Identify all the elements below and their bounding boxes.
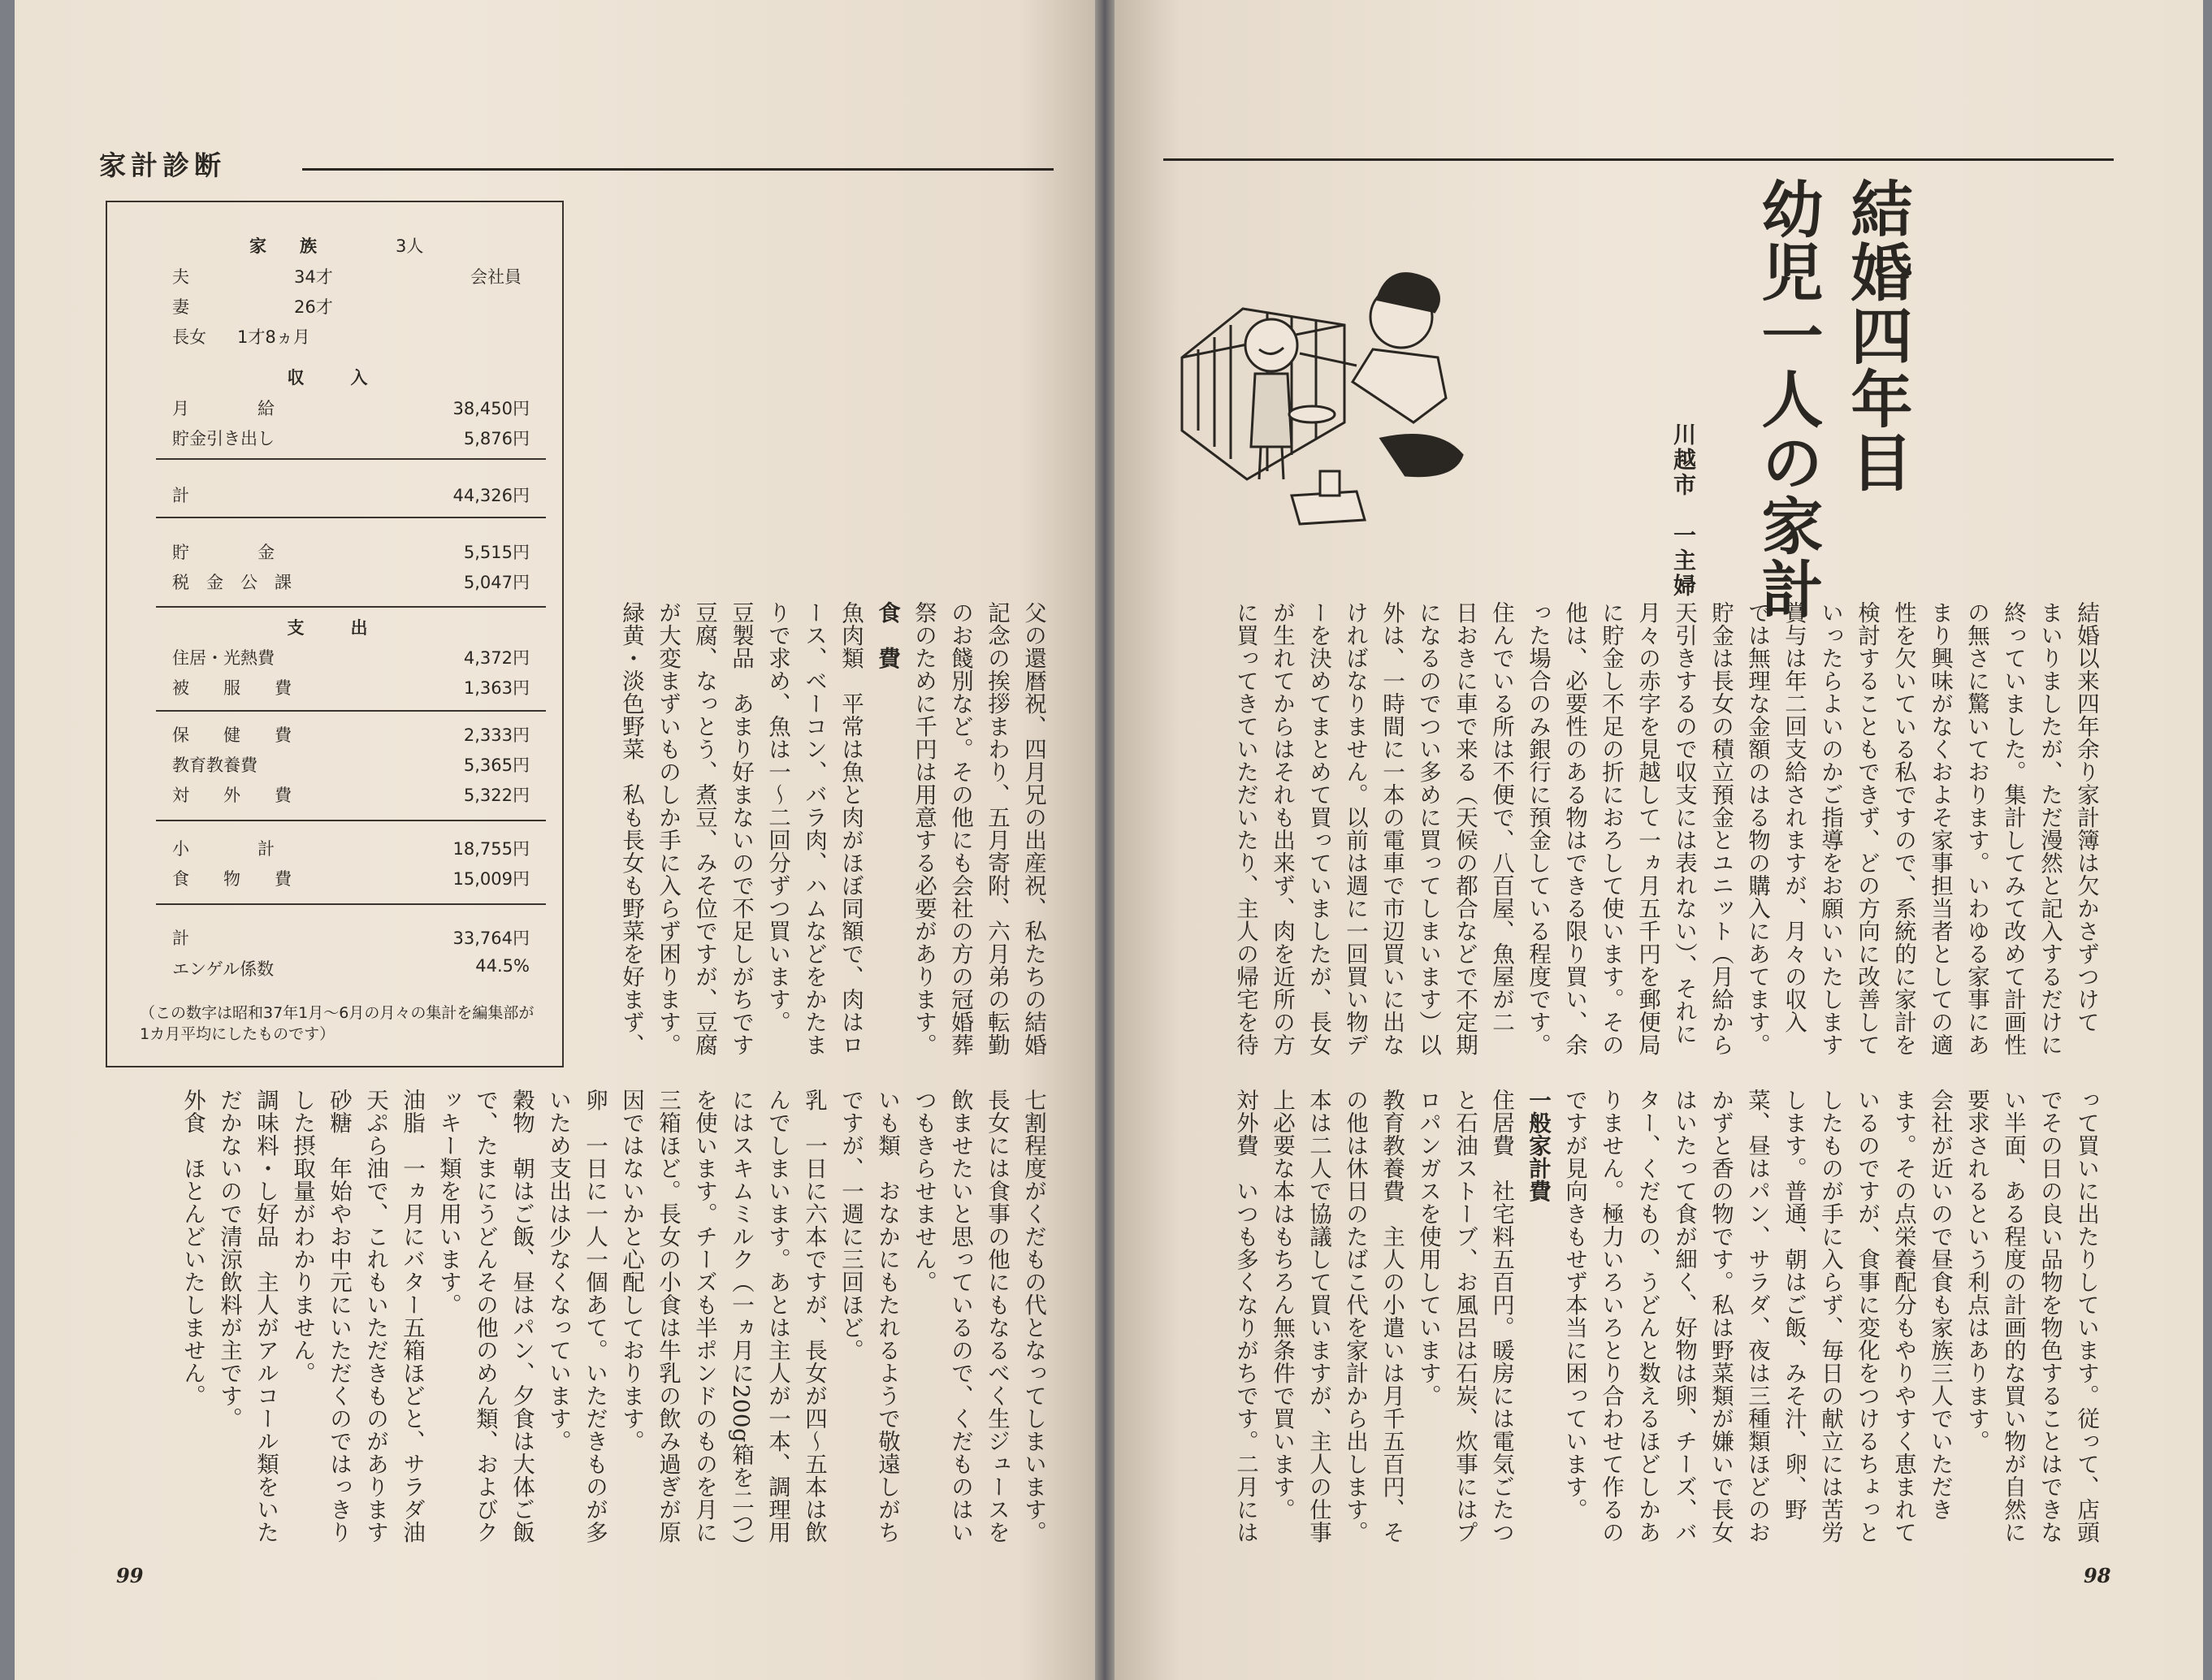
article-author: 川越市 一主婦 xyxy=(1670,422,1697,599)
mother-feeding-child-illustration xyxy=(1170,236,1495,544)
header-rule-left xyxy=(302,168,1054,171)
page-number-left: 99 xyxy=(116,1564,144,1587)
income-heading: 収 入 xyxy=(287,368,383,388)
table-note: （この数字は昭和37年1月〜6月の月々の集計を編集部が1カ月平均にしたものです） xyxy=(140,1004,535,1043)
article-title: 結婚四年目 幼児一人の家計 xyxy=(1751,177,1913,621)
page-number-right: 98 xyxy=(2084,1564,2111,1587)
divider xyxy=(156,710,546,712)
divider xyxy=(156,903,546,905)
heading-food: 食 費 xyxy=(874,601,900,669)
divider xyxy=(156,606,546,608)
divider xyxy=(156,517,546,518)
divider xyxy=(156,458,546,460)
book-gutter xyxy=(1095,0,1115,1680)
left-text-upper: 父の還暦祝、四月兄の出産祝、私たちの結婚 記念の挨拶まわり、五月寄附、六月弟の転勤 のお餞別など。その他にも会社の方の冠婚葬 祭のために千円は用意する必要があります。 食 費 魚肉類 平常は魚と肉がほぼ同額で、肉はロ ース、ベーコン、バラ肉、ハムなどをかたま りで求め、魚は一〜二回分ずつ買います。 豆製品 あまり好まないので不足しがちです 豆腐、なっとう、煮豆、みそ位ですが、豆腐 が大変まずいものしか手に入らず困ります。 緑黄・淡色野菜 私も長女も野菜を好まず、 xyxy=(618,601,1046,1056)
heading-general: 一般家計費 xyxy=(1525,1089,1551,1202)
divider xyxy=(156,820,546,821)
header-rule-right xyxy=(1163,158,2114,161)
right-text-lower: って買いに出たりしています。従って、店頭 でその日の良い品物を物色することはできな い半面、ある程度の計画的な買い物が自然に 要求されるという利点はあります。 会社が近いので昼食も家族三人でいただき ます。その点栄養配分もやりやすく恵まれて いるのですが、食事に変化をつけるちょっと したものが手に入らず、毎日の献立には苦労 します。普通、朝はご飯、みそ汁、卵、野 菜、昼はパン、サラダ、夜は三種類ほどのお かずと香の物です。私は野菜類が嫌いで長女 はいたって食が細く、好物は卵、チーズ、バ ター、くだもの、うどんと数えるほどしかあ りません。極力いろいろとり合わせて作るの ですが見向きもせず本当に困っています。 一般家計費 住居費 社宅料五百円。暖房には電気ごたつ と石油ストーブ、お風呂は石炭、炊事にはプ ロパンガスを使用しています。 教育教養費 主人の小遣いは月千五百円、そ の他は休日のたばこ代を家計から出します。 本は二人で協議して買いますが、主人の仕事 上必要な本はもちろん無条件で買います。 対外費 いつも多くなりがちです。二月には xyxy=(1232,1089,2099,1544)
budget-table: 家 族 3人 夫 34才 会社員 妻 26才 長女 1才8ヵ月 収 入 月 給 38,450円 貯金引き出し 5,876円 計 44,326円 貯 金 5,515円 税 金 公 課 5,047円 支 出 住居・光熱費 4,372円 被 服 費 1,363円 保 健 費 2,333円 教育教養費 5,365円 対 外 費 5,322円 小 計 18,755円 食 物 費 15,009円 計 33,764円 エンゲル係数 44.5% （この数字は昭和37年1月〜6月の月々の集計を編集部が1カ月平均にしたものです） xyxy=(106,201,564,1067)
family-count: 3人 xyxy=(396,236,424,256)
family-heading: 家 族 xyxy=(249,236,325,256)
expense-heading: 支 出 xyxy=(287,618,383,638)
left-text-lower: 七割程度がくだもの代となってしまいます。 長女には食事の他にもなるべく生ジュースを 飲ませたいと思っているので、くだものはい つもきらせません。 いも類 おなかにもたれるようで敬遠しがち ですが、一週に三回ほど。 乳 一日に六本ですが、長女が四〜五本は飲 んでしまいます。あとは主人が一本、調理用 にはスキムミルク（一ヵ月に200g箱を二つ） を使います。チーズも半ポンドのものを月に 三箱ほど。長女の小食は牛乳の飲み過ぎが原 因ではないかと心配しております。 卵 一日に一人一個あて。いただきものが多 いため支出は少なくなっています。 穀物 朝はご飯、昼はパン、夕食は大体ご飯 で、たまにうどんその他のめん類、およびク ッキー類を用います。 油脂 一ヵ月にバター五箱ほどと、サラダ油 天ぷら油で、これもいただきものがあります 砂糖 年始やお中元にいただくのではっきり した摂取量がわかりません。 調味料・し好品 主人がアルコール類をいた だかないので清涼飲料が主です。 外食 ほとんどいたしません。 xyxy=(180,1089,1046,1557)
right-text-upper: 結婚以来四年余り家計簿は欠かさずつけて まいりましたが、ただ漫然と記入するだけに 終っていました。集計してみて改めて計画性 の無さに驚いております。いわゆる家事にあ まり興味がなくおよそ家事担当者としての適 性を欠いている私ですので、系統的に家計を 検討することもできず、どの方向に改善して いったらよいのかご指導をお願いいたします 賞与は年二回支給されますが、月々の収入 では無理な金額のはる物の購入にあてます。 貯金は長女の積立預金とユニット（月給から 天引きするので収支には表れない）、それに 月々の赤字を見越して一ヵ月五千円を郵便局 に貯金し不足の折におろして使います。その 他は、必要性のある物はできる限り買い、余 った場合のみ銀行に預金している程度です。 住んでいる所は不便で、八百屋、魚屋が二 日おきに車で来る（天候の都合などで不定期 になるのでつい多めに買ってしまいます）以 外は、一時間に一本の電車で市辺買いに出な ければなりません。以前は週に一回買い物デ ーを決めてまとめて買っていましたが、長女 が生れてからはそれも出来ず、肉を近所の方 に買ってきていただいたり、主人の帰宅を待 xyxy=(1232,601,2099,1056)
section-header: 家計診断 xyxy=(99,149,226,181)
